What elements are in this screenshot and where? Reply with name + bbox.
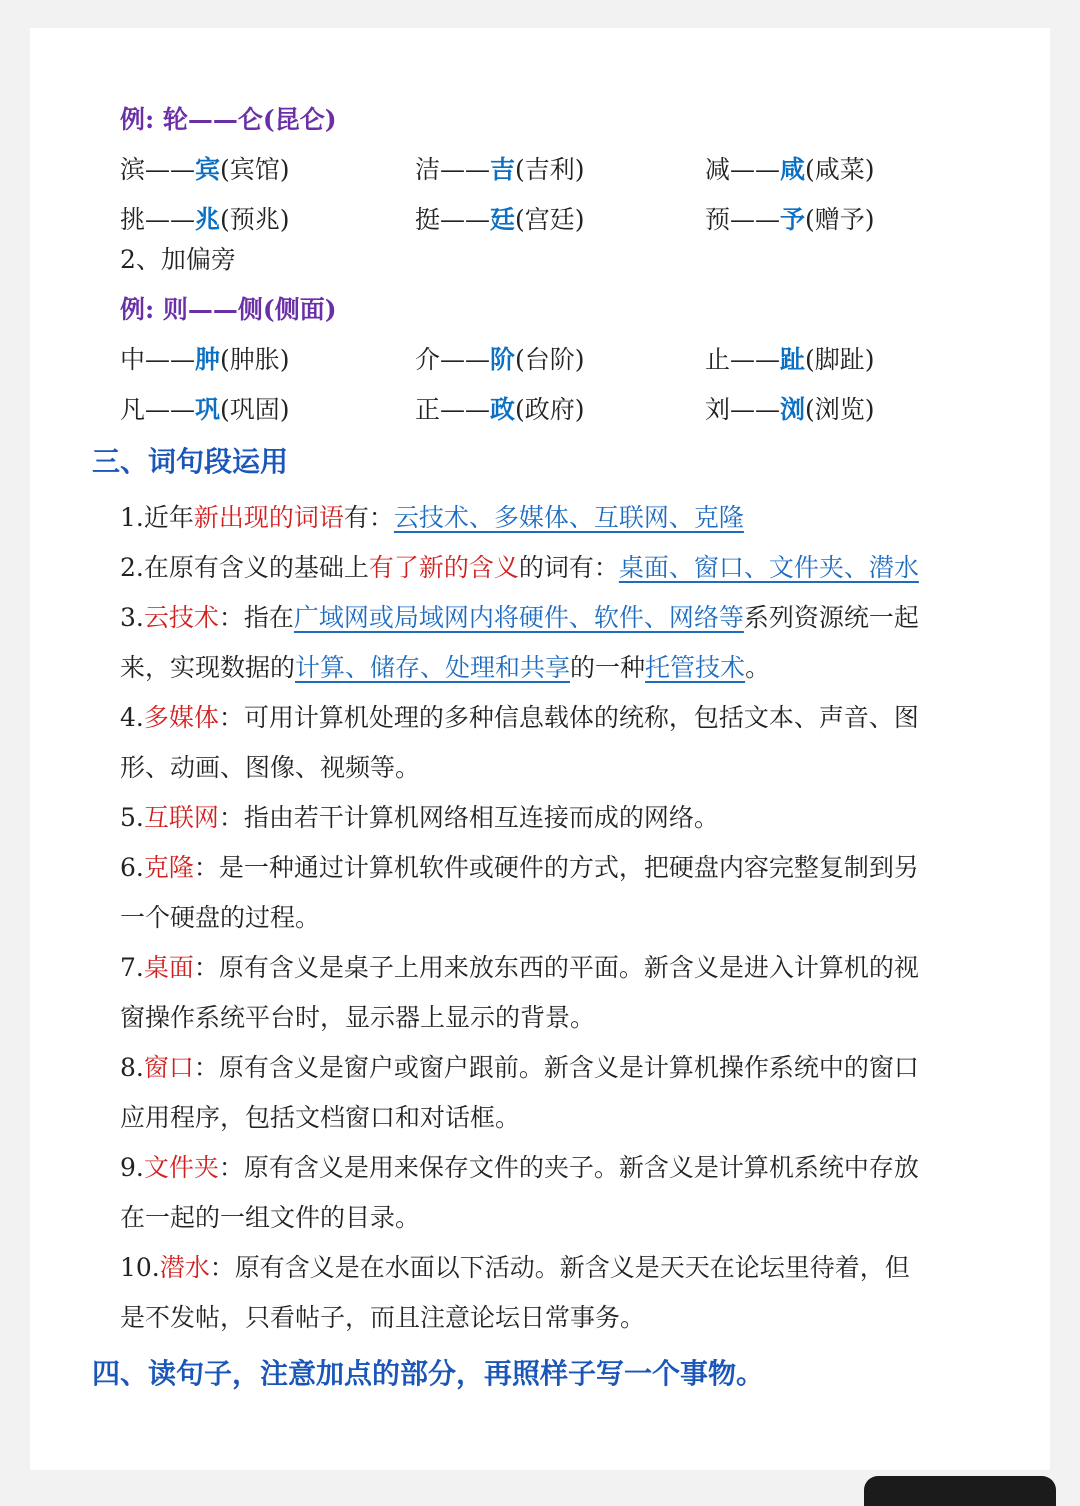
item-9: 9.文件夹：原有含义是用来保存文件的夹子。新含义是计算机系统中存放 [120, 1153, 919, 1182]
item-6: 6.克隆：是一种通过计算机软件或硬件的方式，把硬盘内容完整复制到另 [120, 853, 919, 882]
word-pair: 凡——巩(巩固) [120, 395, 290, 424]
example-1: 例: 轮——仑(昆仑) [120, 105, 337, 134]
subheading-2: 2、加偏旁 [120, 245, 236, 274]
item-10-cont: 是不发帖，只看帖子，而且注意论坛日常事务。 [120, 1303, 646, 1332]
item-4-cont: 形、动画、图像、视频等。 [120, 753, 421, 782]
item-7-cont: 窗操作系统平台时，显示器上显示的背景。 [120, 1003, 596, 1032]
word-pair: 止——趾(脚趾) [705, 345, 875, 374]
item-9-cont: 在一起的一组文件的目录。 [120, 1203, 421, 1232]
word-pair: 洁——吉(吉利) [415, 155, 585, 184]
item-6-cont: 一个硬盘的过程。 [120, 903, 321, 932]
section-heading-4: 四、读句子，注意加点的部分，再照样子写一个事物。 [92, 1357, 765, 1390]
word-pair: 正——政(政府) [415, 395, 585, 424]
word-pair: 中——肿(肿胀) [120, 345, 290, 374]
word-pair: 滨——宾(宾馆) [120, 155, 290, 184]
word-pair: 挺——廷(宫廷) [415, 205, 585, 234]
word-pair: 刘——浏(浏览) [705, 395, 875, 424]
example-2: 例: 则——侧(侧面) [120, 295, 337, 324]
section-heading-3: 三、词句段运用 [92, 445, 289, 478]
item-7: 7.桌面：原有含义是桌子上用来放东西的平面。新含义是进入计算机的视 [120, 953, 919, 982]
document-page [30, 28, 1050, 1470]
item-4: 4.多媒体：可用计算机处理的多种信息载体的统称，包括文本、声音、图 [120, 703, 919, 732]
item-8: 8.窗口：原有含义是窗户或窗户跟前。新含义是计算机操作系统中的窗口 [120, 1053, 919, 1082]
word-pair: 减——咸(咸菜) [705, 155, 875, 184]
word-pair: 介——阶(台阶) [415, 345, 585, 374]
item-10: 10.潜水：原有含义是在水面以下活动。新含义是天天在论坛里待着，但 [120, 1253, 910, 1282]
item-3: 3.云技术：指在广域网或局域网内将硬件、软件、网络等系列资源统一起 [120, 603, 919, 632]
word-pair: 预——予(赠予) [705, 205, 875, 234]
item-8-cont: 应用程序，包括文档窗口和对话框。 [120, 1103, 521, 1132]
item-5: 5.互联网：指由若干计算机网络相互连接而成的网络。 [120, 803, 719, 832]
item-1: 1.近年新出现的词语有：云技术、多媒体、互联网、克隆 [120, 503, 744, 532]
word-pair: 挑——兆(预兆) [120, 205, 290, 234]
bottom-overlay-bar[interactable] [864, 1476, 1056, 1506]
item-2: 2.在原有含义的基础上有了新的含义的词有：桌面、窗口、文件夹、潜水 [120, 553, 919, 582]
item-3-cont: 来，实现数据的计算、储存、处理和共享的一种托管技术。 [120, 653, 771, 682]
